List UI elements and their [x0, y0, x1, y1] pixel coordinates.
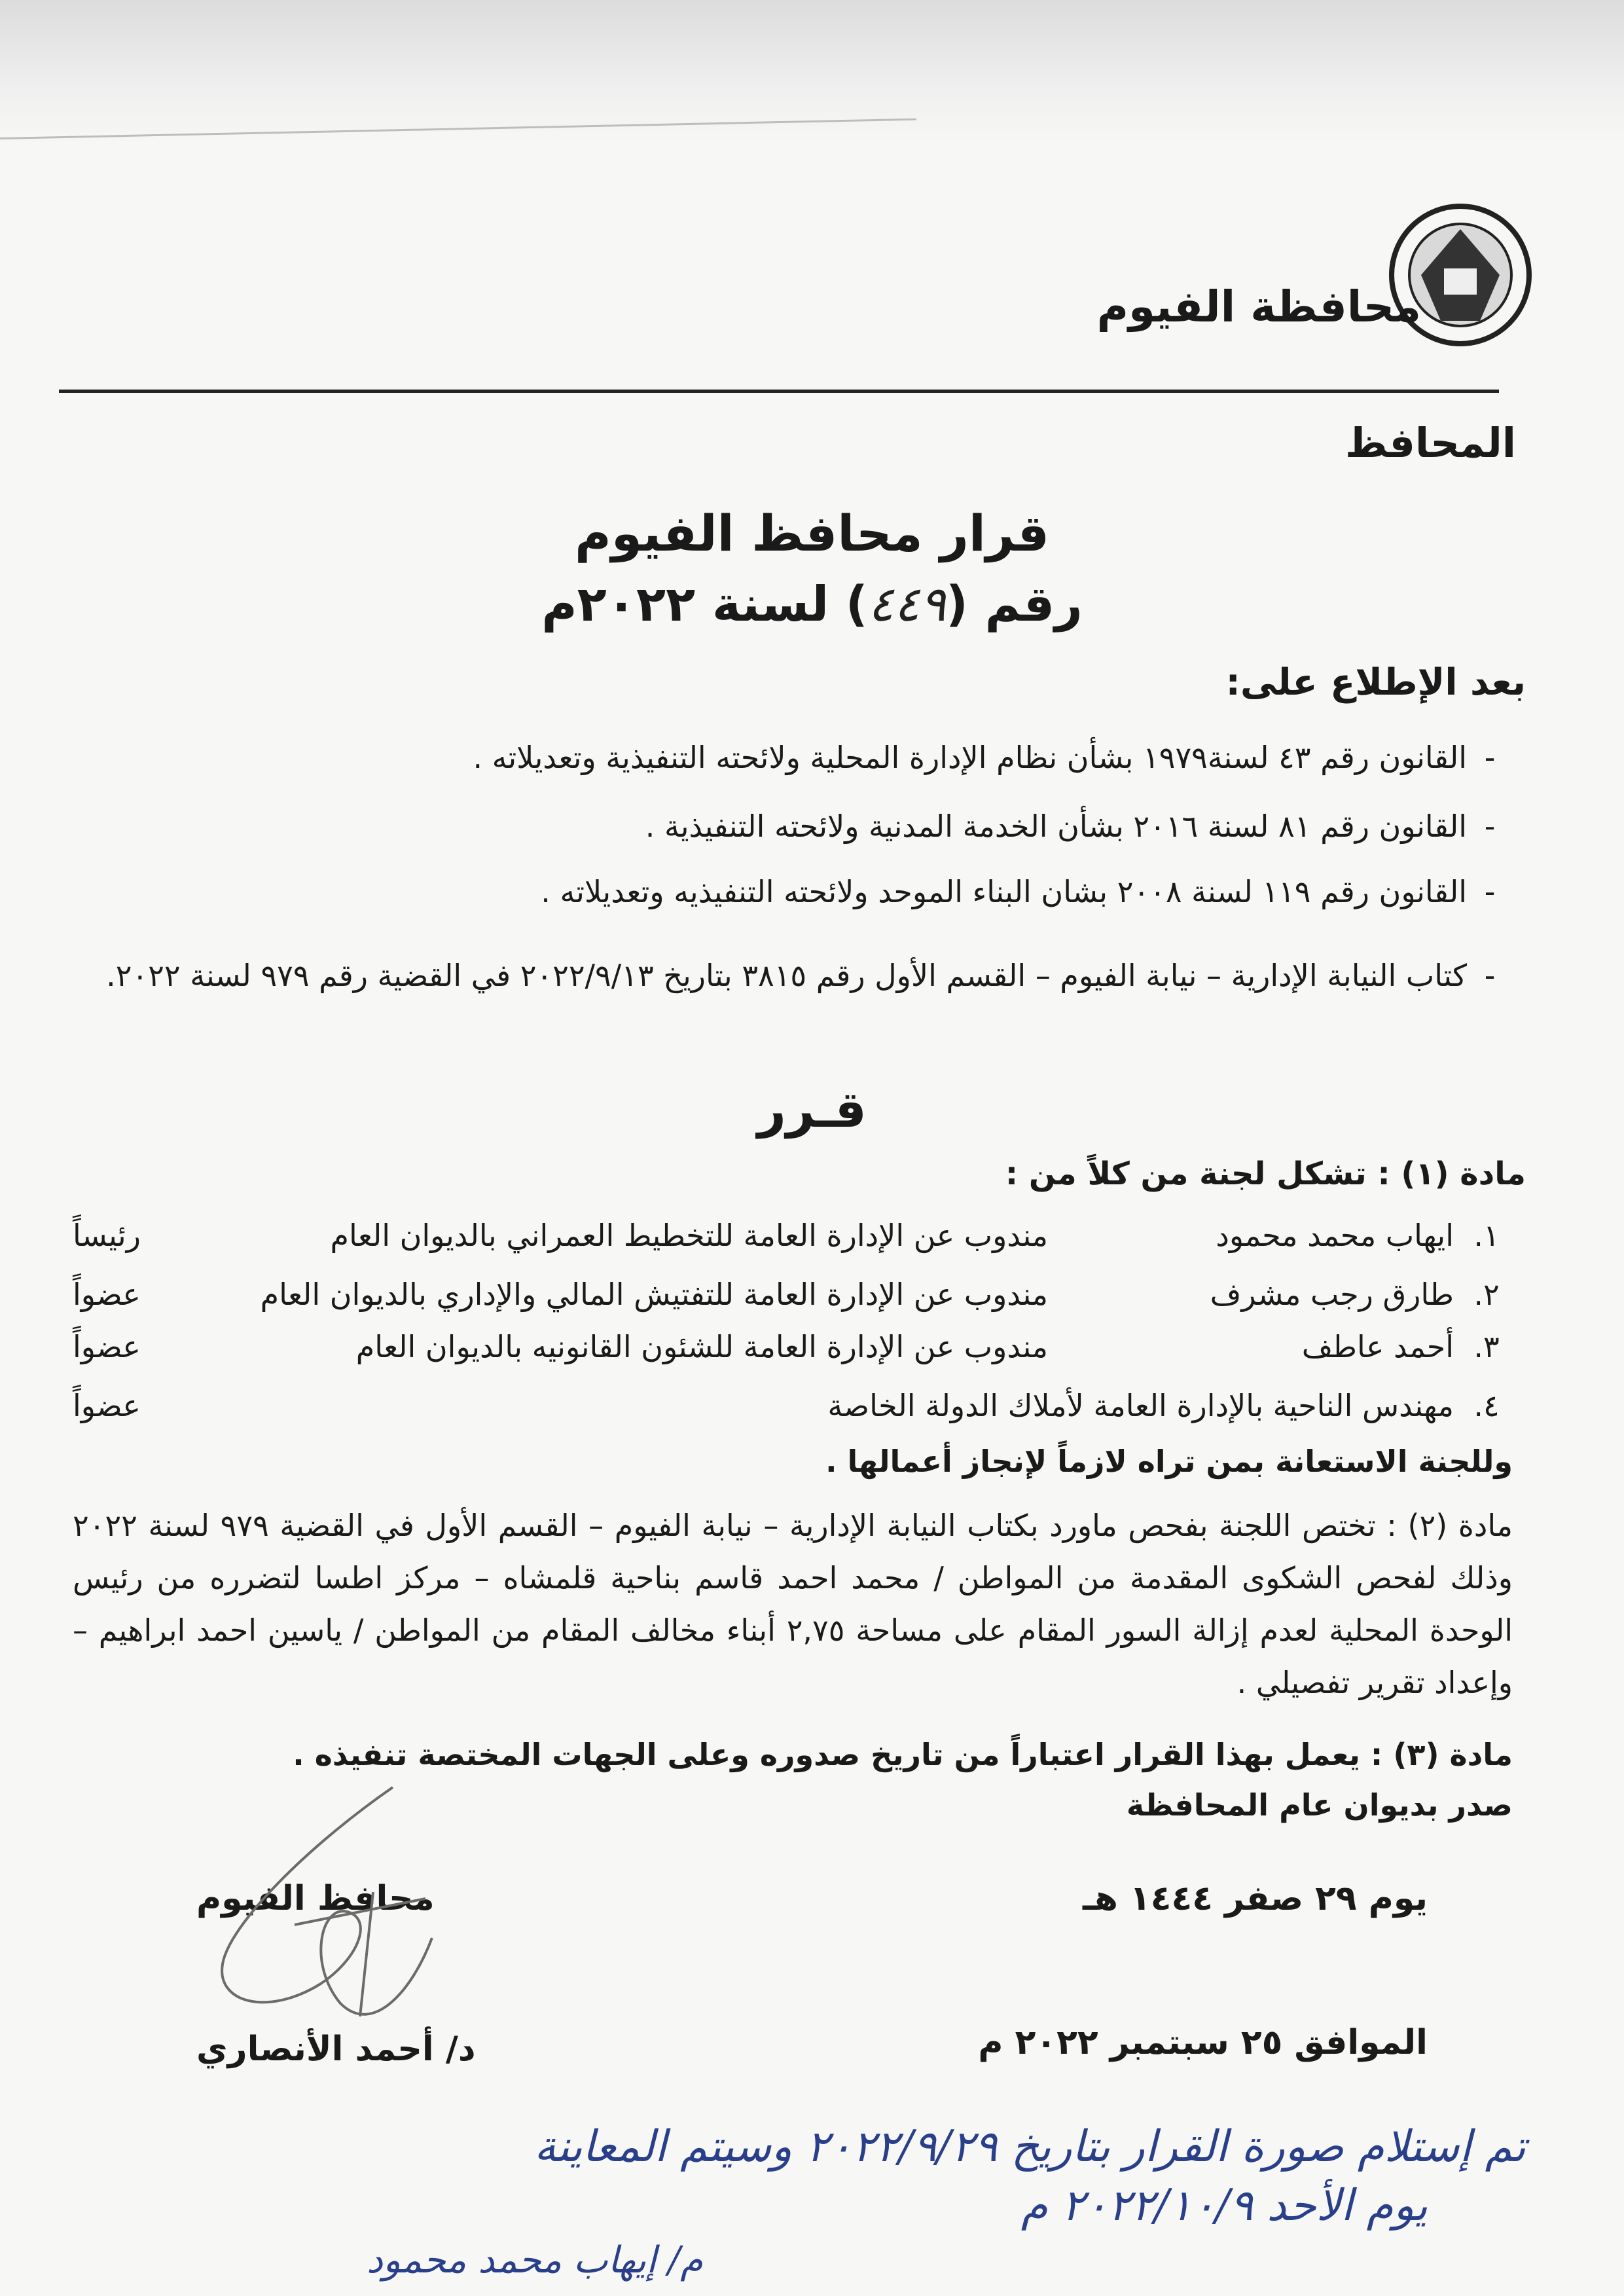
- issued-at: صدر بديوان عام المحافظة: [1126, 1787, 1513, 1823]
- preamble-item-text: القانون رقم ١١٩ لسنة ٢٠٠٨ بشان البناء الموحد ولائحته التنفيذيه وتعديلاته .: [541, 874, 1467, 909]
- member-name: ايهاب محمد محمود: [1216, 1218, 1454, 1253]
- member-role: عضواً: [73, 1277, 141, 1312]
- signature-scribble: [177, 1768, 478, 2043]
- member-role: رئيساً: [73, 1218, 141, 1253]
- preamble-item-text: القانون رقم ٤٣ لسنة١٩٧٩ بشأن نظام الإدارة المحلية ولائحته التنفيذية وتعديلاته .: [473, 740, 1467, 775]
- handwritten-note-line: تم إستلام صورة القرار بتاريخ ٢٠٢٢/٩/٢٩ وسيتم المعاينة: [533, 2121, 1526, 2172]
- article-1-heading: مادة (١) : تشكل لجنة من كلاً من :: [1005, 1156, 1526, 1192]
- office-title: المحافظ: [1344, 419, 1516, 467]
- preamble-item: -القانون رقم ١١٩ لسنة ٢٠٠٨ بشان البناء الموحد ولائحته التنفيذيه وتعديلاته .: [541, 874, 1496, 909]
- member-name: طارق رجب مشرف: [1210, 1277, 1454, 1312]
- member-number: ٢.: [1473, 1277, 1500, 1312]
- decree-number-prefix: رقم (: [946, 576, 1083, 632]
- committee-member: [73, 1218, 1513, 1264]
- member-number: ٣.: [1473, 1329, 1500, 1364]
- preamble-item-text: القانون رقم ٨١ لسنة ٢٠١٦ بشأن الخدمة المدنية ولائحته التنفيذية .: [645, 809, 1467, 844]
- committee-member: [73, 1388, 1513, 1434]
- article-2-text: مادة (٢) : تختص اللجنة بفحص ماورد بكتاب النيابة الإدارية – نيابة الفيوم – القسم الأول في القضية ٩٧٩ لسنة ٢٠٢٢ وذلك لفحص الشكوى المقدمة من المواطن / محمد احمد قاسم بناحية قلمشاه – مركز اطسا لتضرره من رئيس الوحدة المحلية لعدم إزالة السور المقام على مساحة ٢,٧٥ أبناء مخالف المقام من المواطن / ياسين احمد ابراهيم – وإعداد تقرير تفصيلي .: [73, 1508, 1513, 1700]
- member-role: عضواً: [73, 1329, 141, 1364]
- decree-title: قرار محافظ الفيوم: [575, 504, 1049, 562]
- committee-member: [73, 1277, 1513, 1322]
- preamble-item: -القانون رقم ٤٣ لسنة١٩٧٩ بشأن نظام الإدارة المحلية ولائحته التنفيذية وتعديلاته .: [473, 740, 1496, 775]
- preamble-item: -كتاب النيابة الإدارية – نيابة الفيوم – القسم الأول رقم ٣٨١٥ بتاريخ ٢٠٢٢/٩/١٣ في القضية رقم ٩٧٩ لسنة ٢٠٢٢.: [106, 958, 1496, 993]
- gregorian-date-year: ٢٠٢٢ م: [978, 2023, 1098, 2062]
- gregorian-date: [978, 2023, 1428, 2062]
- member-number: ١.: [1473, 1218, 1500, 1253]
- committee-note: وللجنة الاستعانة بمن تراه لازماً لإنجاز أعمالها .: [825, 1444, 1513, 1479]
- member-name: أحمد عاطف: [1301, 1329, 1454, 1364]
- preamble-heading: بعد الإطلاع على:: [1225, 661, 1526, 704]
- hijri-date: يوم ٢٩ صفر ١٤٤٤ هـ: [1083, 1879, 1428, 1918]
- member-representation: مندوب عن الإدارة العامة للتخطيط العمراني بالديوان العام: [330, 1218, 1048, 1253]
- article-3-text: مادة (٣) : يعمل بهذا القرار اعتباراً من تاريخ صدوره وعلى الجهات المختصة تنفيذه .: [293, 1737, 1513, 1772]
- handwritten-note-line: يوم الأحد ٢٠٢٢/١٠/٩ م: [1020, 2180, 1428, 2231]
- header-divider: [59, 390, 1499, 393]
- member-name: مهندس الناحية بالإدارة العامة لأملاك الدولة الخاصة: [827, 1388, 1454, 1423]
- decree-number: [0, 576, 1624, 632]
- member-number: ٤.: [1473, 1388, 1500, 1423]
- signatory-name: د/ أحمد الأنصاري: [196, 2030, 476, 2069]
- member-role: عضواً: [73, 1388, 141, 1423]
- member-representation: مندوب عن الإدارة العامة للتفتيش المالي والإداري بالديوان العام: [260, 1277, 1048, 1312]
- decree-number-value: ٤٤٩: [867, 576, 947, 632]
- gregorian-date-label: الموافق ٢٥ سبتمبر: [1110, 2023, 1428, 2062]
- decree-number-suffix: ) لسنة ٢٠٢٢م: [541, 576, 868, 632]
- handwritten-note-signature: م/ إيهاب محمد محمود: [367, 2239, 703, 2282]
- preamble-item: -القانون رقم ٨١ لسنة ٢٠١٦ بشأن الخدمة المدنية ولائحته التنفيذية .: [645, 809, 1496, 844]
- governorate-name: محافظة الفيوم: [1096, 282, 1421, 332]
- committee-member: [73, 1329, 1513, 1375]
- signatory-title: محافظ الفيوم: [196, 1879, 435, 1918]
- member-representation: مندوب عن الإدارة العامة للشئون القانونيه بالديوان العام: [355, 1329, 1048, 1364]
- decided-heading: قـرر: [757, 1080, 867, 1139]
- preamble-item-text: كتاب النيابة الإدارية – نيابة الفيوم – القسم الأول رقم ٣٨١٥ بتاريخ ٢٠٢٢/٩/١٣ في القضية رقم ٩٧٩ لسنة ٢٠٢٢.: [106, 958, 1467, 993]
